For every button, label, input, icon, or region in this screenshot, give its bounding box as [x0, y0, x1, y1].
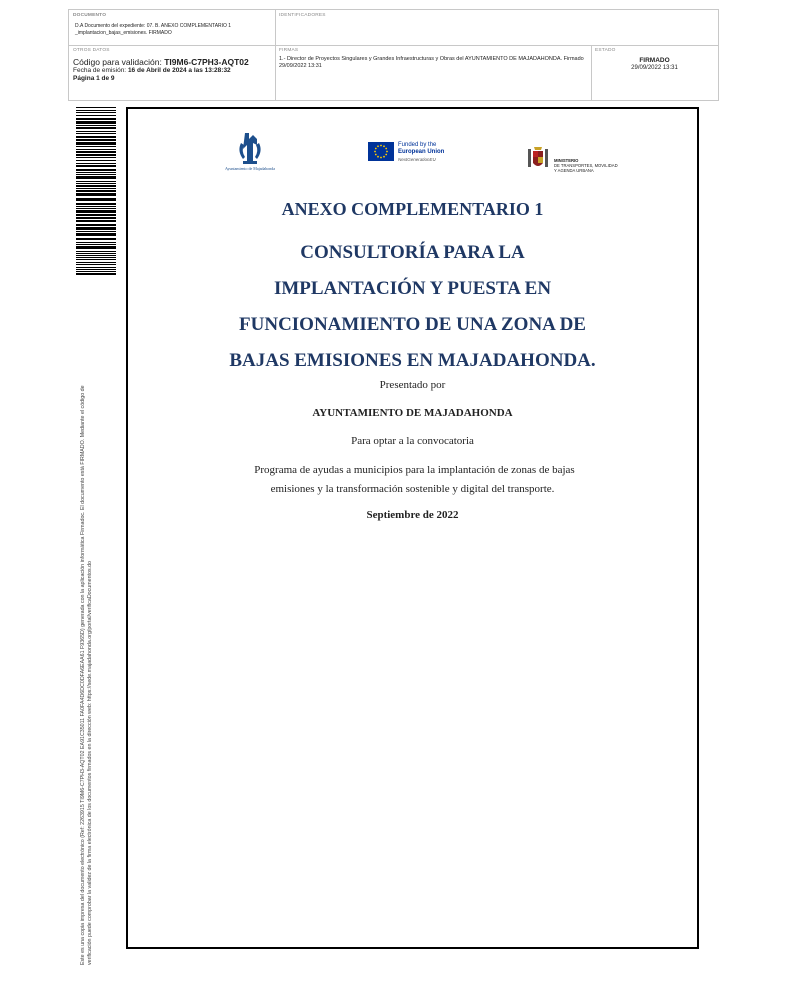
- document-header: [68, 9, 719, 101]
- call-intro: Para optar a la convocatoria: [351, 435, 474, 447]
- presented-by: Presentado por: [379, 379, 446, 391]
- fecha-value: 16 de Abril de 2024 a las 13:28:32: [127, 67, 231, 74]
- presenting-entity: AYUNTAMIENTO DE MAJADAHONDA: [312, 407, 513, 419]
- estado-label: ESTADO: [595, 48, 616, 53]
- ministry-text: [554, 158, 618, 173]
- majadahonda-logo: [224, 131, 276, 177]
- eu-text-line2: European Union: [398, 149, 445, 155]
- firmas-label: FIRMAS: [279, 48, 299, 53]
- documento-label: DOCUMENTO: [73, 13, 107, 18]
- identificadores-cell: [275, 10, 718, 45]
- ministry-line1: MINISTERIO: [554, 158, 579, 163]
- spain-coat-of-arms-icon: [526, 145, 550, 173]
- document-title: ANEXO COMPLEMENTARIO 1: [281, 199, 544, 219]
- program-name: [128, 461, 697, 499]
- estado-cell: [591, 45, 718, 100]
- document-date: Septiembre de 2022: [366, 509, 459, 521]
- barcode: [76, 107, 116, 277]
- fecha-label: Fecha de emisión:: [73, 67, 127, 74]
- documento-value: D.A Documento del expediente: 07. B. ANEXO COMPLEMENTARIO 1 _implantacion_bajas_emisiones. FIRMADO: [75, 23, 232, 36]
- codigo-value: TI9M6-C7PH3-AQT02: [164, 57, 249, 67]
- side-text-line1: Este es una copia impresa del documento electrónico (Ref: 2263915 TI9M6-C7PH3-AQT02 EA91C35011 FA0FA4D6DC0DFA6EAA61 F9365D) generada con la aplicación informática Firmadoc. El documento está FIRMADO. Mediante el código de: [80, 385, 86, 965]
- ministry-line2: DE TRANSPORTES, MOVILIDAD: [554, 163, 618, 168]
- firmas-cell: [275, 45, 591, 100]
- eu-text: [398, 142, 444, 163]
- identificadores-label: IDENTIFICADORES: [279, 13, 326, 18]
- documento-cell: [69, 10, 275, 45]
- subtitle-line: CONSULTORÍA PARA LA: [300, 242, 525, 263]
- eu-text-line1: Funded by the: [398, 142, 437, 148]
- program-line2: emisiones y la transformación sostenible y digital del transporte.: [270, 483, 555, 495]
- estado-value: FIRMADO: [639, 57, 670, 64]
- estado-date: 29/09/2022 13:31: [631, 65, 678, 71]
- program-line1: Programa de ayudas a municipios para la implantación de zonas de bajas: [254, 464, 575, 476]
- majadahonda-logo-text: Ayuntamiento de Majadahonda: [224, 166, 276, 171]
- subtitle-line: BAJAS EMISIONES EN MAJADAHONDA.: [229, 350, 596, 371]
- subtitle-line: FUNCIONAMIENTO DE UNA ZONA DE: [239, 314, 586, 335]
- codigo-label: Código para validación:: [73, 57, 162, 67]
- side-verification-text: [80, 305, 94, 965]
- document-page: [126, 107, 699, 949]
- otros-datos-label: OTROS DATOS: [73, 48, 110, 53]
- logo-bar: [128, 131, 697, 181]
- document-subtitle: [128, 235, 697, 379]
- subtitle-line: IMPLANTACIÓN Y PUESTA EN: [273, 278, 552, 299]
- otros-datos-cell: [69, 45, 275, 100]
- ministry-line3: Y AGENDA URBANA: [554, 168, 594, 173]
- side-text-line2: verificación puede comprobar la validez de la firma electrónica de los documentos firmados en la dirección web: https://sede.majadahonda.org/portal/verificaDocumentos.do: [87, 561, 93, 965]
- page-number: Página 1 de 9: [73, 75, 115, 82]
- eu-flag-icon: [368, 142, 394, 161]
- eu-text-line3: NextGenerationEU: [398, 157, 436, 162]
- firmas-value: 1.- Director de Proyectos Singulares y Grandes Infraestructuras y Obras del AYUNTAMIENTO DE MAJADAHONDA. Firmado 29/09/2022 13:31: [279, 56, 584, 69]
